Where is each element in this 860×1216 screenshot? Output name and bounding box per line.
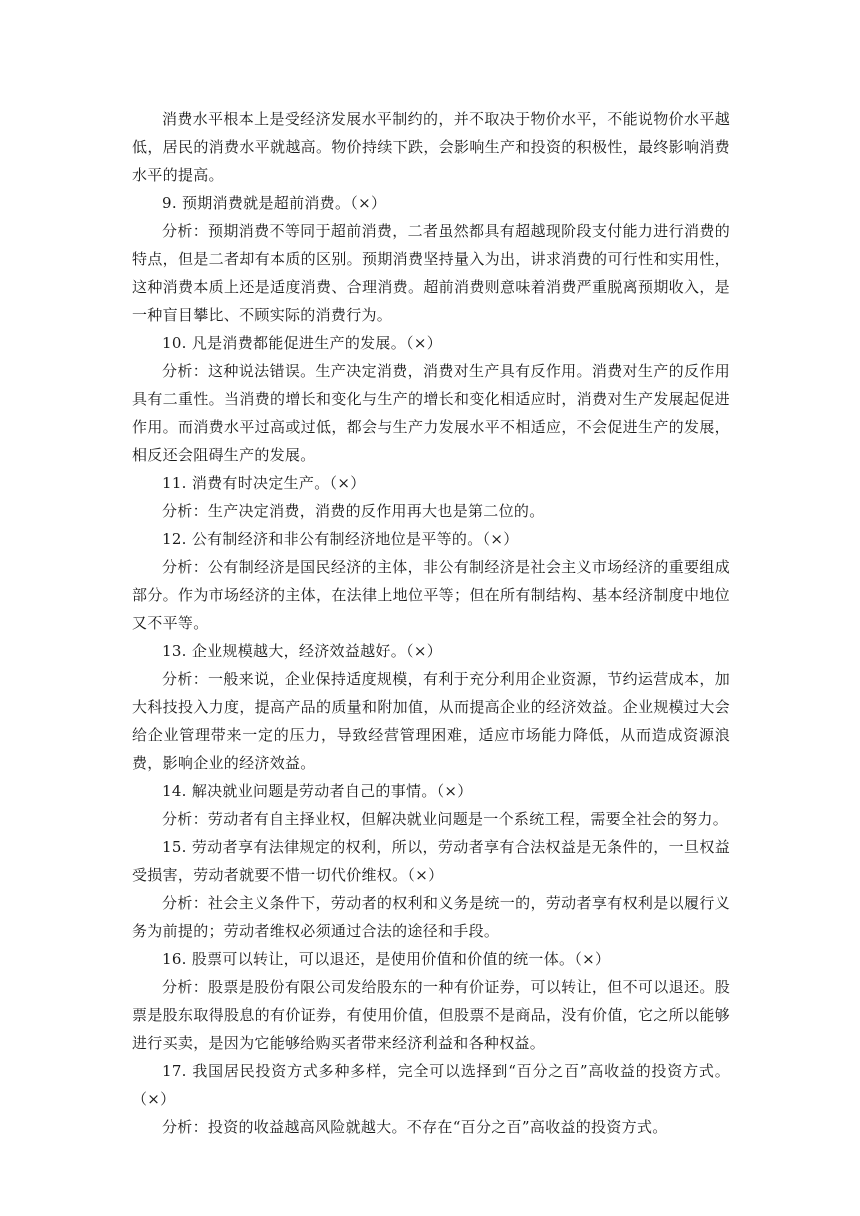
- analysis-16: 分析：股票是股份有限公司发给股东的一种有价证券，可以转让，但不可以退还。股票是股东取得股息的有价证券，有使用价值，但股票不是商品，没有价值，它之所以能够进行买卖，是因为它能够给购买者带来经济利益和各种权益。: [132, 978, 730, 1052]
- analysis-12: 分析：公有制经济是国民经济的主体，非公有制经济是社会主义市场经济的重要组成部分。作为市场经济的主体，在法律上地位平等；但在所有制结构、基本经济制度中地位又不平等。: [132, 558, 730, 632]
- question-12: 12. 公有制经济和非公有制经济地位是平等的。（×）: [162, 530, 519, 548]
- analysis-15: 分析：社会主义条件下，劳动者的权利和义务是统一的，劳动者享有权利是以履行义务为前提的；劳动者维权必须通过合法的途径和手段。: [132, 894, 730, 940]
- question-9: 9. 预期消费就是超前消费。（×）: [162, 194, 387, 212]
- analysis-17: 分析：投资的收益越高风险就越大。不存在“百分之百”高收益的投资方式。: [162, 1118, 668, 1136]
- analysis-13: 分析：一般来说，企业保持适度规模，有利于充分利用企业资源，节约运营成本，加大科技投入力度，提高产品的质量和附加值，从而提高企业的经济效益。企业规模过大会给企业管理带来一定的压力，导致经营管理困难，适应市场能力降低，从而造成资源浪费，影响企业的经济效益。: [132, 670, 730, 772]
- question-17: 17. 我国居民投资方式多种多样，完全可以选择到“百分之百”高收益的投资方式。（×）: [132, 1062, 730, 1108]
- question-14: 14. 解决就业问题是劳动者自己的事情。（×）: [162, 782, 473, 800]
- analysis-11: 分析：生产决定消费，消费的反作用再大也是第二位的。: [162, 502, 545, 520]
- question-16: 16. 股票可以转让，可以退还，是使用价值和价值的统一体。（×）: [162, 950, 611, 968]
- question-11: 11. 消费有时决定生产。（×）: [162, 474, 366, 492]
- analysis-10: 分析：这种说法错误。生产决定消费，消费对生产具有反作用。消费对生产的反作用具有二重性。当消费的增长和变化与生产的增长和变化相适应时，消费对生产发展起促进作用。而消费水平过高或过低，都会与生产力发展水平不相适应，不会促进生产的发展，相反还会阻碍生产的发展。: [132, 362, 730, 464]
- paragraph-consumption-level: 消费水平根本上是受经济发展水平制约的，并不取决于物价水平，不能说物价水平越低，居民的消费水平就越高。物价持续下跌，会影响生产和投资的积极性，最终影响消费水平的提高。: [132, 110, 730, 184]
- question-13: 13. 企业规模越大，经济效益越好。（×）: [162, 642, 442, 660]
- question-10: 10. 凡是消费都能促进生产的发展。（×）: [162, 334, 442, 352]
- analysis-9: 分析：预期消费不等同于超前消费，二者虽然都具有超越现阶段支付能力进行消费的特点，但是二者却有本质的区别。预期消费坚持量入为出，讲求消费的可行性和实用性，这种消费本质上还是适度消费、合理消费。超前消费则意味着消费严重脱离预期收入，是一种盲目攀比、不顾实际的消费行为。: [132, 222, 730, 324]
- analysis-14: 分析：劳动者有自主择业权，但解决就业问题是一个系统工程，需要全社会的努力。: [162, 810, 729, 828]
- question-15: 15. 劳动者享有法律规定的权利，所以，劳动者享有合法权益是无条件的，一旦权益受损害，劳动者就要不惜一切代价维权。（×）: [132, 838, 730, 884]
